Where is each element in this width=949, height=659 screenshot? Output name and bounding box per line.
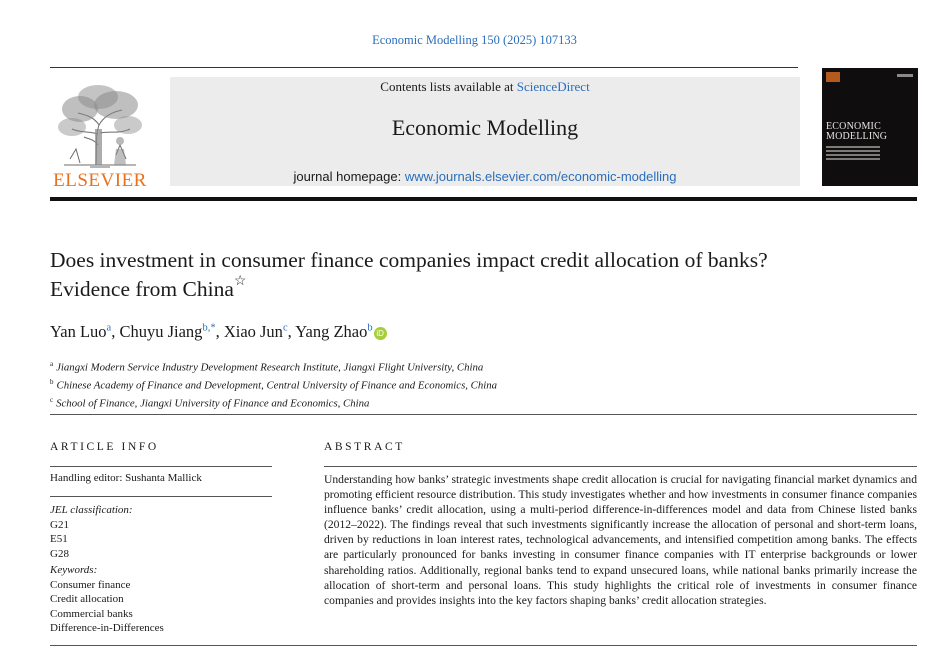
jel-code: E51 xyxy=(50,533,68,545)
homepage-prefix: journal homepage: xyxy=(293,169,405,184)
affiliation-text: School of Finance, Jiangxi University of Finance and Economics, China xyxy=(56,397,370,410)
affiliation-mark: c xyxy=(50,396,54,405)
article-info-divider xyxy=(50,466,272,467)
keyword-item: Consumer finance xyxy=(50,578,131,591)
affiliation-text: Jiangxi Modern Service Industry Development Research Institute, Jiangxi Flight University, China xyxy=(56,361,484,374)
article-title-text: Does investment in consumer finance companies impact credit allocation of banks? Evidence from China xyxy=(50,248,768,301)
cover-tag-icon xyxy=(897,74,913,77)
classification-block xyxy=(50,503,164,636)
author-separator: , xyxy=(215,322,224,341)
affiliation-item xyxy=(50,357,497,375)
cover-title-line-1: ECONOMIC xyxy=(826,121,881,132)
journal-cover-thumbnail[interactable] xyxy=(822,68,918,186)
jel-label: JEL classification: xyxy=(50,504,133,516)
header-thick-divider xyxy=(50,197,917,201)
affiliation-item xyxy=(50,375,497,393)
author-affiliation-mark[interactable]: b xyxy=(367,322,373,334)
author-name[interactable]: Yan Luo xyxy=(50,322,107,341)
handling-editor: Handling editor: Sushanta Mallick xyxy=(50,472,202,484)
abstract-text: Understanding how banks’ strategic investments shape credit allocation is crucial for navigating financial market dynamics and promoting efficient resource distribution. This study investigates whether and how investments in consumer finance companies influence banks’ credit allocation, using a multi-period difference-in-differences model and data from Chinese listed banks (2012–2022). The findings reveal that such investments significantly increase the allocation of personal and short-term loans, driven by reductions in loan interest rates, technological advancements, and intensified competition among banks. The effects are particularly pronounced for banks investing in consumer finance companies with IT enterprise backgrounds or lower shareholding ratios. Additionally, regional banks tend to expand unsecured loans, while national banks primarily increase the allocation of short-term and personal loans. This study highlights the critical role of investments in consumer finance companies and provides insights into the key factors shaping banks’ credit allocation strategies. xyxy=(324,473,917,607)
abstract-divider xyxy=(324,466,917,467)
author-name[interactable]: Xiao Jun xyxy=(223,322,283,341)
author-affiliation-mark[interactable]: c xyxy=(282,322,288,334)
keyword-item: Credit allocation xyxy=(50,593,124,605)
article-info-divider xyxy=(50,496,272,497)
article-info-heading: ARTICLE INFO xyxy=(50,441,159,453)
author-list xyxy=(50,322,387,342)
journal-title: Economic Modelling xyxy=(391,115,579,140)
publisher-wordmark: ELSEVIER xyxy=(53,170,147,191)
contents-line xyxy=(170,79,800,95)
section-divider xyxy=(50,414,917,415)
affiliation-mark: b xyxy=(50,378,54,387)
author-affiliation-mark[interactable]: b,* xyxy=(202,322,216,334)
elsevier-logo[interactable] xyxy=(50,79,150,189)
journal-citation[interactable]: Economic Modelling 150 (2025) 107133 xyxy=(372,33,577,47)
author-separator: , xyxy=(287,322,296,341)
journal-banner xyxy=(170,77,800,186)
author-affiliation-mark[interactable]: a xyxy=(106,322,112,334)
keyword-item: Difference-in-Differences xyxy=(50,622,164,634)
homepage-line xyxy=(170,169,800,184)
author-name[interactable]: Yang Zhao xyxy=(295,322,368,341)
affiliations xyxy=(50,357,497,411)
author-separator: , xyxy=(111,322,120,341)
affiliation-item xyxy=(50,393,497,411)
jel-code: G28 xyxy=(50,547,69,560)
title-footnote-star-icon[interactable]: ☆ xyxy=(233,274,247,289)
affiliation-text: Chinese Academy of Finance and Development, Central University of Finance and Economics, China xyxy=(56,379,498,392)
cover-title-line-2: MODELLING xyxy=(826,131,888,142)
keywords-label: Keywords: xyxy=(50,564,98,576)
cover-subtitle-lines xyxy=(826,146,880,162)
keyword-item: Commercial banks xyxy=(50,607,133,620)
top-divider xyxy=(50,67,798,68)
article-title xyxy=(50,246,840,304)
abstract-heading: ABSTRACT xyxy=(324,441,405,453)
affiliation-mark: a xyxy=(50,360,54,368)
cover-title xyxy=(826,122,887,142)
jel-code: G21 xyxy=(50,518,69,531)
cover-publisher-icon xyxy=(826,72,840,82)
bottom-divider xyxy=(50,645,917,646)
author-name[interactable]: Chuyu Jiang xyxy=(119,322,203,341)
contents-prefix: Contents lists available at xyxy=(380,79,517,94)
orcid-icon[interactable]: iD xyxy=(374,327,387,340)
sciencedirect-link[interactable]: ScienceDirect xyxy=(516,79,590,94)
journal-homepage-link[interactable]: www.journals.elsevier.com/economic-modelling xyxy=(404,169,677,184)
